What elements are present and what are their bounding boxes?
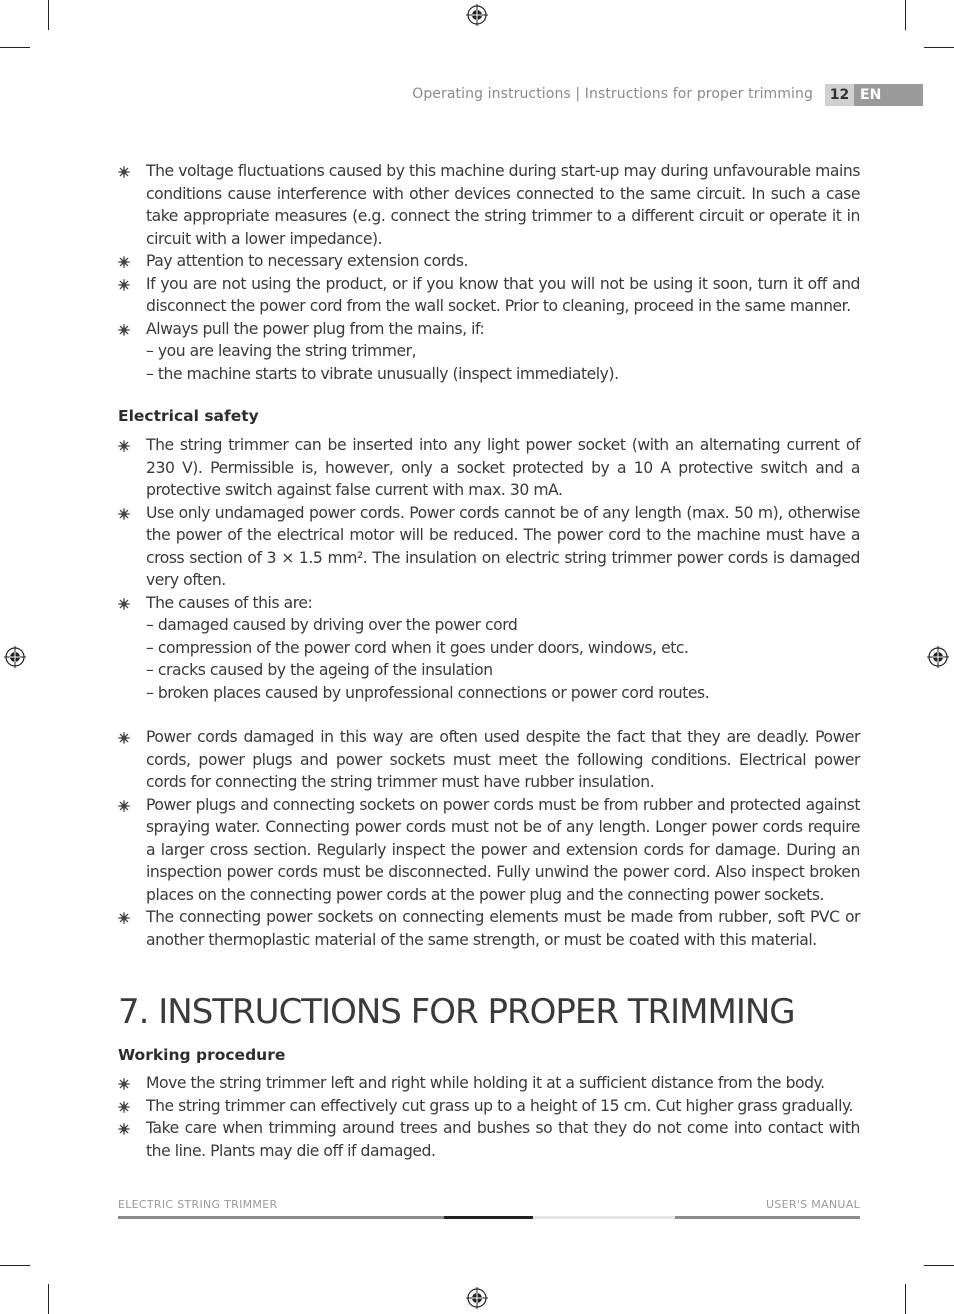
bullet-icon	[118, 166, 130, 178]
footer-rule	[444, 1216, 533, 1219]
bullet-text: Power plugs and connecting sockets on power cords must be from rubber and protected against spraying water. Connecting power cords must not be of any length. Longer power cords require a larger cross section. Regularly inspect the power and extension cords for damage. During an inspection power cords must be disconnected. Fully unwind the power cord. Also inspect broken places on the connecting power cords at the power plug and the connecting power sockets.	[146, 795, 860, 904]
bullet-text: The connecting power sockets on connecting elements must be made from rubber, soft PVC or another thermoplastic material of the same strength, or must be coated with this material.	[146, 908, 860, 949]
bullet-text: Move the string trimmer left and right while holding it at a sufficient distance from the body.	[146, 1074, 825, 1092]
bullet-item	[118, 726, 860, 794]
spacer	[118, 425, 860, 434]
bullet-item	[118, 250, 860, 273]
bullet-text: The causes of this are:	[146, 593, 313, 612]
bullet-text: The voltage fluctuations caused by this machine during start-up may during unfavourable mains conditions cause interference with other devices connected to the same circuit. In such a case take appropriate measures (e.g. connect the string trimmer to a different circuit or operate it in circuit with a lower impedance).	[146, 162, 860, 248]
spacer	[118, 951, 860, 992]
spacer	[118, 1032, 860, 1046]
registration-mark-icon	[466, 4, 488, 26]
bullet-item	[118, 434, 860, 502]
sub-item: – compression of the power cord when it goes under doors, windows, etc.	[146, 638, 689, 657]
registration-mark-icon	[927, 646, 949, 668]
spacer	[118, 385, 860, 407]
bullet-icon	[118, 912, 130, 924]
bullet-icon	[118, 1078, 130, 1090]
crop-mark	[924, 47, 954, 48]
bullet-list	[118, 434, 860, 704]
bullet-text: Power cords damaged in this way are often used despite the fact that they are deadly. Power cords, power plugs and power sockets must meet the following conditions. Electrical power cords for connecting the string trimmer must have rubber insulation.	[146, 728, 860, 791]
bullet-item	[118, 273, 860, 318]
bullet-icon	[118, 1101, 130, 1113]
bullet-list	[118, 1072, 860, 1162]
bullet-item	[118, 592, 860, 705]
bullet-text: Take care when trimming around trees and bushes so that they do not come into contact with the line. Plants may die off if damaged.	[146, 1119, 860, 1160]
bullet-icon	[118, 508, 130, 520]
bullet-text: Always pull the power plug from the mains, if:	[146, 319, 485, 338]
registration-mark-icon	[466, 1287, 488, 1309]
crop-mark	[905, 1284, 906, 1314]
bullet-item	[118, 906, 860, 951]
bullet-item	[118, 1095, 860, 1118]
footer-document: USER'S MANUAL	[766, 1198, 860, 1211]
bullet-text: Use only undamaged power cords. Power cords cannot be of any length (max. 50 m), otherwise the power of the electrical motor will be reduced. The power cord to the machine must have a cross section of 3 × 1.5 mm². The insulation on electric string trimmer power cords is damaged very often.	[146, 503, 860, 589]
page-header	[0, 84, 954, 106]
footer-rule	[118, 1216, 444, 1219]
page-content	[118, 160, 860, 1162]
sub-item: – broken places caused by unprofessional connections or power cord routes.	[146, 683, 710, 702]
crop-mark	[48, 1284, 49, 1314]
crop-mark	[905, 0, 906, 30]
bullet-icon	[118, 440, 130, 452]
subheading-electrical-safety: Electrical safety	[118, 407, 259, 425]
footer-product: ELECTRIC STRING TRIMMER	[118, 1198, 278, 1211]
bullet-icon	[118, 279, 130, 291]
bullet-icon	[118, 732, 130, 744]
bullet-icon	[118, 1123, 130, 1135]
bullet-item	[118, 1117, 860, 1162]
bullet-item	[118, 502, 860, 592]
registration-mark-icon	[4, 646, 26, 668]
sub-item: – the machine starts to vibrate unusually (inspect immediately).	[146, 364, 619, 383]
footer-rule	[675, 1216, 860, 1219]
sub-item: – damaged caused by driving over the power cord	[146, 616, 518, 634]
spacer	[118, 1064, 860, 1072]
bullet-item	[118, 318, 860, 386]
bullet-icon	[118, 324, 130, 336]
crop-mark	[0, 47, 30, 48]
running-title: Operating instructions | Instructions for proper trimming	[412, 86, 813, 102]
spacer	[118, 704, 860, 726]
sub-item: – cracks caused by the ageing of the insulation	[146, 661, 493, 679]
bullet-text: Pay attention to necessary extension cords.	[146, 252, 469, 270]
bullet-text: The string trimmer can be inserted into any light power socket (with an alternating current of 230 V). Permissible is, however, only a socket protected by a 10 A protective switch and a protective switch against false current with max. 30 mA.	[146, 436, 860, 499]
sub-item: – you are leaving the string trimmer,	[146, 342, 417, 360]
bullet-icon	[118, 598, 130, 610]
bullet-text: If you are not using the product, or if you know that you will not be using it soon, turn it off and disconnect the power cord from the wall socket. Prior to cleaning, proceed in the same manner.	[146, 274, 860, 315]
page-number: 12	[825, 84, 854, 106]
crop-mark	[0, 1265, 30, 1266]
bullet-list	[118, 160, 860, 385]
bullet-item	[118, 1072, 860, 1095]
bullet-item	[118, 160, 860, 250]
subheading-working-procedure: Working procedure	[118, 1046, 286, 1064]
bullet-item	[118, 794, 860, 907]
bullet-icon	[118, 256, 130, 268]
bullet-icon	[118, 800, 130, 812]
language-badge: EN	[854, 84, 923, 106]
footer-rule	[533, 1216, 675, 1219]
crop-mark	[924, 1265, 954, 1266]
chapter-title: 7. INSTRUCTIONS FOR PROPER TRIMMING	[118, 992, 795, 1032]
crop-mark	[48, 0, 49, 30]
bullet-list	[118, 726, 860, 951]
bullet-text: The string trimmer can effectively cut grass up to a height of 15 cm. Cut higher grass gradually.	[146, 1096, 854, 1115]
